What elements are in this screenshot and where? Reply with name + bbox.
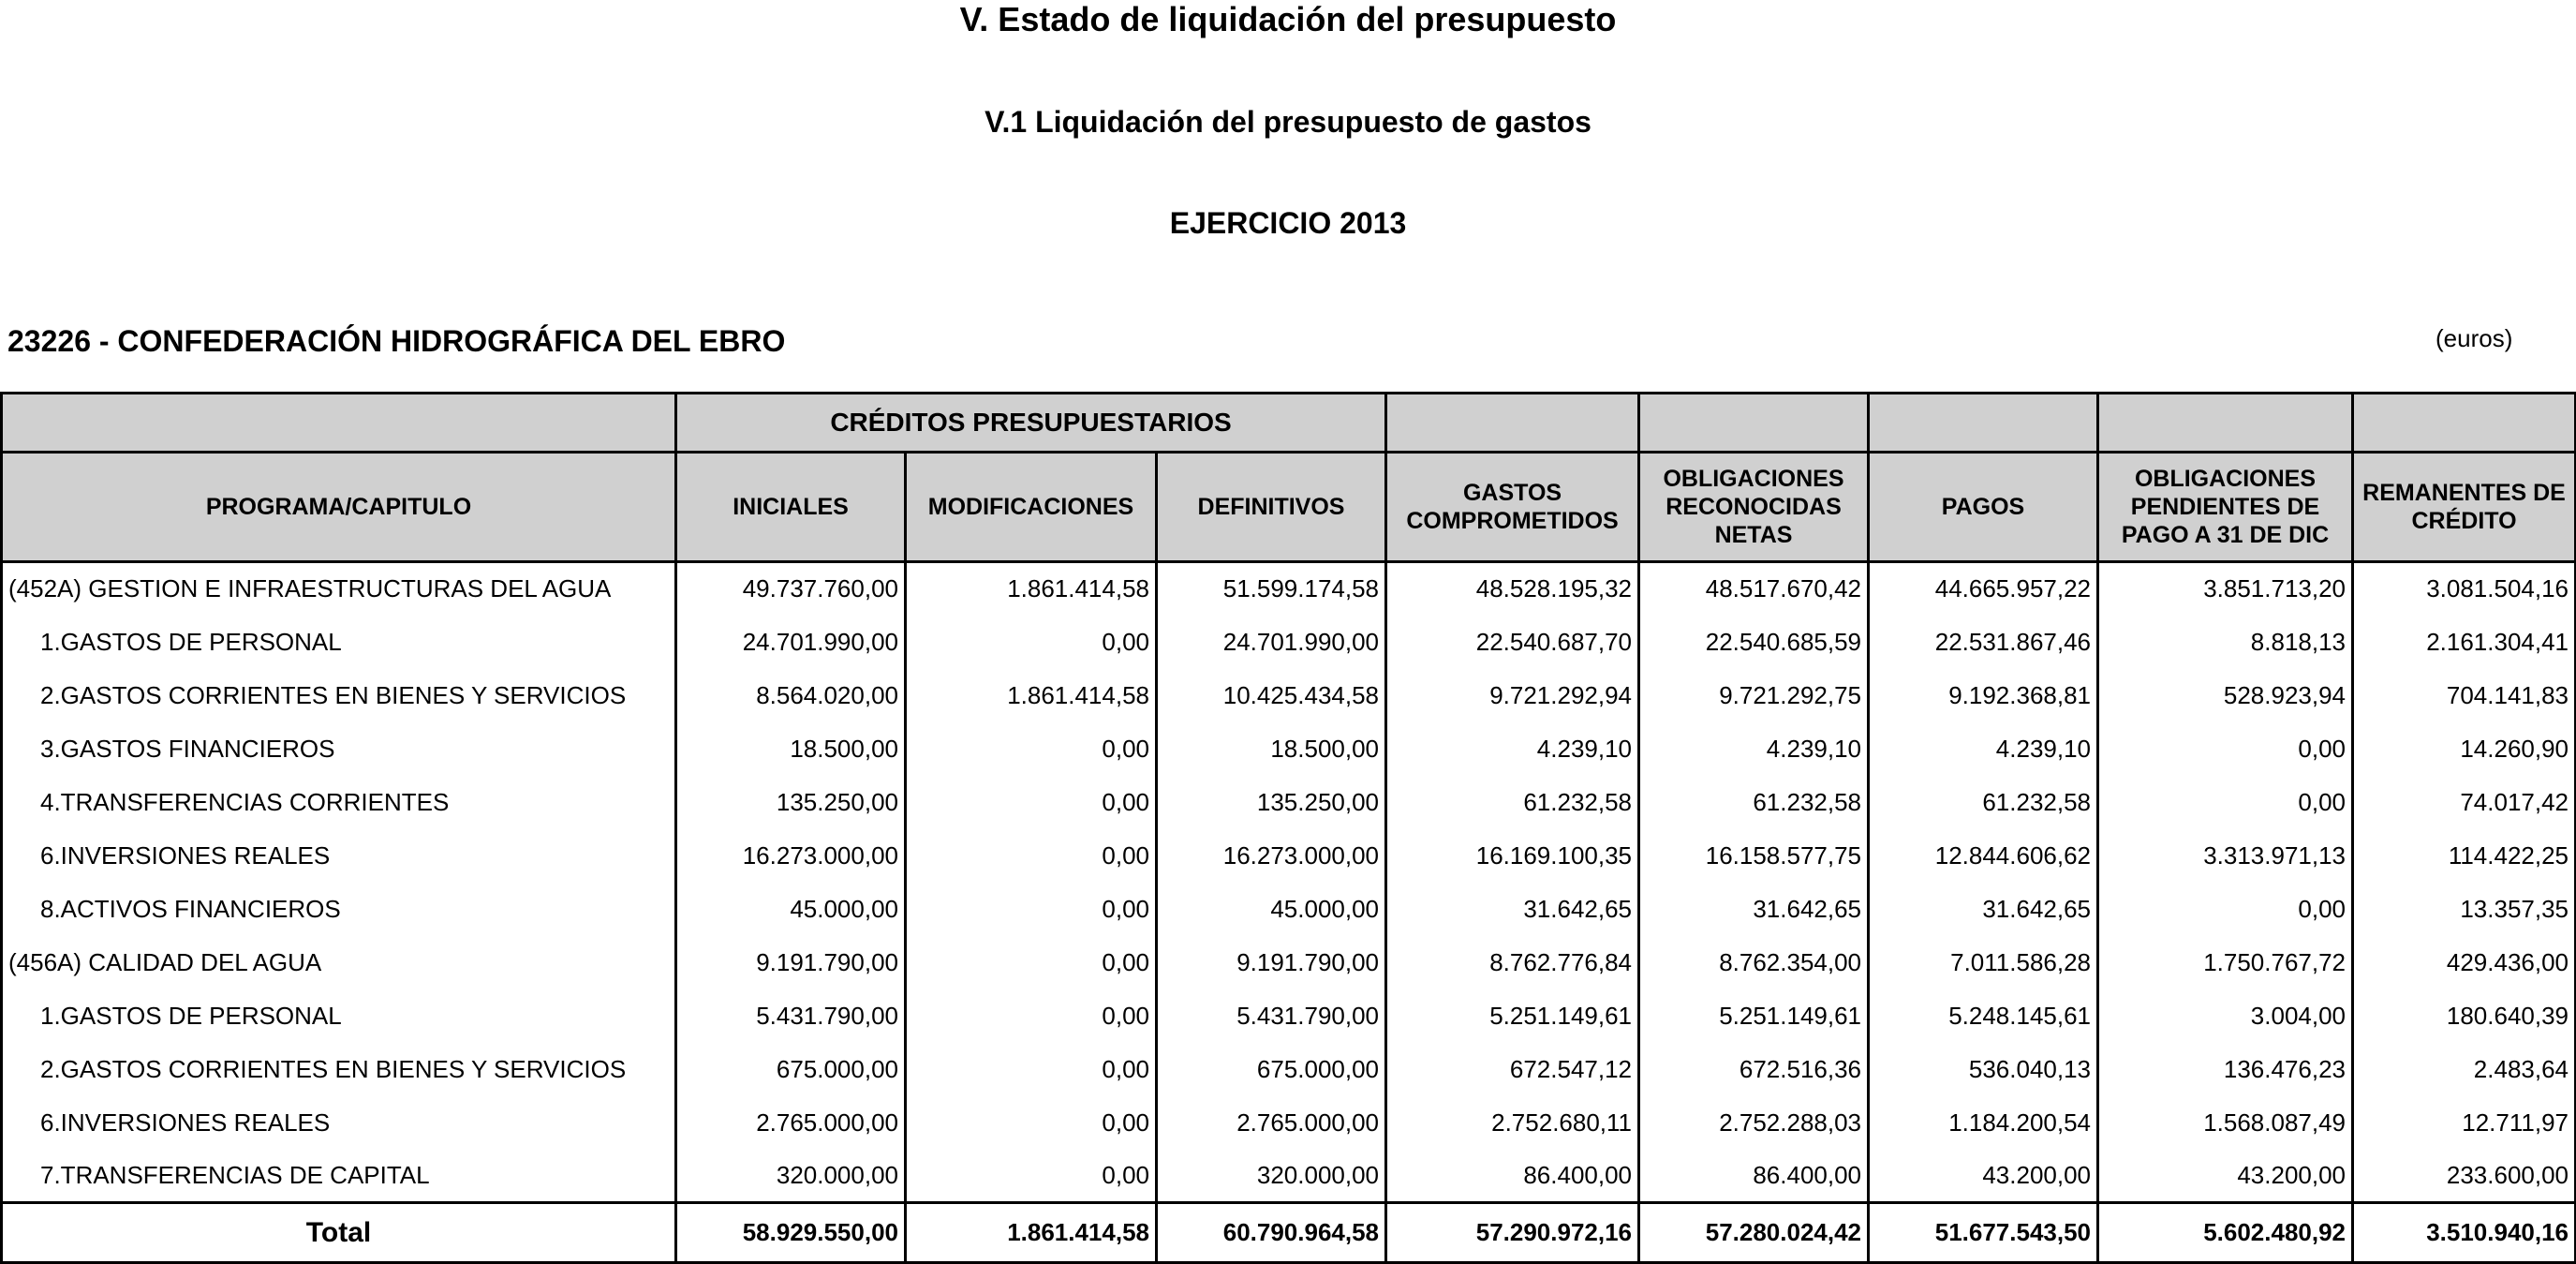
- table-row: [2, 616, 2576, 669]
- cell-value: 0,00: [906, 776, 1157, 829]
- chapter-label: 2.GASTOS CORRIENTES EN BIENES Y SERVICIOS: [2, 1043, 676, 1096]
- cell-value: 13.357,35: [2353, 883, 2576, 936]
- chapter-label: 1.GASTOS DE PERSONAL: [2, 616, 676, 669]
- cell-value: 3.004,00: [2098, 989, 2353, 1043]
- total-value: 1.861.414,58: [906, 1203, 1157, 1263]
- cell-value: 2.765.000,00: [676, 1096, 906, 1150]
- cell-value: 0,00: [2098, 776, 2353, 829]
- total-value: 57.280.024,42: [1639, 1203, 1869, 1263]
- cell-value: 4.239,10: [1869, 722, 2098, 776]
- cell-value: 9.721.292,75: [1639, 669, 1869, 722]
- table-row: [2, 936, 2576, 989]
- cell-value: 0,00: [906, 989, 1157, 1043]
- cell-value: 43.200,00: [1869, 1150, 2098, 1203]
- cell-value: 61.232,58: [1869, 776, 2098, 829]
- table-row: [2, 883, 2576, 936]
- group-header-empty: [1869, 394, 2098, 453]
- total-value: 58.929.550,00: [676, 1203, 906, 1263]
- cell-value: 9.191.790,00: [676, 936, 906, 989]
- cell-value: 1.861.414,58: [906, 669, 1157, 722]
- cell-value: 9.192.368,81: [1869, 669, 2098, 722]
- column-header-row: [2, 453, 2576, 562]
- cell-value: 24.701.990,00: [1157, 616, 1386, 669]
- cell-value: 16.273.000,00: [676, 829, 906, 883]
- column-header: PAGOS: [1869, 453, 2098, 562]
- table-row: [2, 562, 2576, 616]
- cell-value: 16.169.100,35: [1386, 829, 1639, 883]
- budget-table: [0, 392, 2576, 1264]
- cell-value: 320.000,00: [676, 1150, 906, 1203]
- cell-value: 24.701.990,00: [676, 616, 906, 669]
- cell-value: 320.000,00: [1157, 1150, 1386, 1203]
- cell-value: 31.642,65: [1386, 883, 1639, 936]
- cell-value: 22.531.867,46: [1869, 616, 2098, 669]
- cell-value: 18.500,00: [1157, 722, 1386, 776]
- cell-value: 672.516,36: [1639, 1043, 1869, 1096]
- cell-value: 18.500,00: [676, 722, 906, 776]
- cell-value: 48.528.195,32: [1386, 562, 1639, 616]
- table-row: [2, 1150, 2576, 1203]
- cell-value: 4.239,10: [1386, 722, 1639, 776]
- cell-value: 0,00: [906, 883, 1157, 936]
- cell-value: 136.476,23: [2098, 1043, 2353, 1096]
- cell-value: 16.158.577,75: [1639, 829, 1869, 883]
- cell-value: 0,00: [906, 1096, 1157, 1150]
- cell-value: 14.260,90: [2353, 722, 2576, 776]
- cell-value: 31.642,65: [1639, 883, 1869, 936]
- entity-name: 23226 - CONFEDERACIÓN HIDROGRÁFICA DEL EBRO: [7, 324, 786, 358]
- cell-value: 8.818,13: [2098, 616, 2353, 669]
- table-row: [2, 829, 2576, 883]
- total-value: 3.510.940,16: [2353, 1203, 2576, 1263]
- cell-value: 528.923,94: [2098, 669, 2353, 722]
- cell-value: 3.081.504,16: [2353, 562, 2576, 616]
- chapter-label: 6.INVERSIONES REALES: [2, 1096, 676, 1150]
- exercise-label: EJERCICIO 2013: [1169, 206, 1407, 240]
- column-header: DEFINITIVOS: [1157, 453, 1386, 562]
- cell-value: 45.000,00: [1157, 883, 1386, 936]
- cell-value: 10.425.434,58: [1157, 669, 1386, 722]
- group-header-empty: [2353, 394, 2576, 453]
- cell-value: 8.564.020,00: [676, 669, 906, 722]
- chapter-label: 8.ACTIVOS FINANCIEROS: [2, 883, 676, 936]
- group-header-empty: [1639, 394, 1869, 453]
- cell-value: 9.191.790,00: [1157, 936, 1386, 989]
- chapter-label: 2.GASTOS CORRIENTES EN BIENES Y SERVICIOS: [2, 669, 676, 722]
- cell-value: 5.248.145,61: [1869, 989, 2098, 1043]
- cell-value: 74.017,42: [2353, 776, 2576, 829]
- cell-value: 5.431.790,00: [676, 989, 906, 1043]
- total-value: 57.290.972,16: [1386, 1203, 1639, 1263]
- cell-value: 8.762.776,84: [1386, 936, 1639, 989]
- cell-value: 5.431.790,00: [1157, 989, 1386, 1043]
- table-row: [2, 722, 2576, 776]
- cell-value: 51.599.174,58: [1157, 562, 1386, 616]
- group-header-row: [2, 394, 2576, 453]
- cell-value: 675.000,00: [676, 1043, 906, 1096]
- chapter-label: 7.TRANSFERENCIAS DE CAPITAL: [2, 1150, 676, 1203]
- cell-value: 7.011.586,28: [1869, 936, 2098, 989]
- cell-value: 1.861.414,58: [906, 562, 1157, 616]
- chapter-label: 1.GASTOS DE PERSONAL: [2, 989, 676, 1043]
- cell-value: 61.232,58: [1639, 776, 1869, 829]
- cell-value: 49.737.760,00: [676, 562, 906, 616]
- cell-value: 114.422,25: [2353, 829, 2576, 883]
- column-header: OBLIGACIONES RECONOCIDAS NETAS: [1639, 453, 1869, 562]
- column-header: GASTOS COMPROMETIDOS: [1386, 453, 1639, 562]
- column-header: OBLIGACIONES PENDIENTES DE PAGO A 31 DE DIC: [2098, 453, 2353, 562]
- cell-value: 0,00: [906, 722, 1157, 776]
- cell-value: 0,00: [906, 829, 1157, 883]
- cell-value: 429.436,00: [2353, 936, 2576, 989]
- cell-value: 704.141,83: [2353, 669, 2576, 722]
- total-label: Total: [2, 1203, 676, 1263]
- cell-value: 44.665.957,22: [1869, 562, 2098, 616]
- cell-value: 1.750.767,72: [2098, 936, 2353, 989]
- cell-value: 0,00: [906, 936, 1157, 989]
- cell-value: 675.000,00: [1157, 1043, 1386, 1096]
- page-title: V. Estado de liquidación del presupuesto: [959, 0, 1617, 38]
- cell-value: 0,00: [906, 1043, 1157, 1096]
- cell-value: 0,00: [906, 616, 1157, 669]
- column-header: INICIALES: [676, 453, 906, 562]
- total-value: 51.677.543,50: [1869, 1203, 2098, 1263]
- cell-value: 12.844.606,62: [1869, 829, 2098, 883]
- chapter-label: 3.GASTOS FINANCIEROS: [2, 722, 676, 776]
- cell-value: 22.540.685,59: [1639, 616, 1869, 669]
- cell-value: 61.232,58: [1386, 776, 1639, 829]
- cell-value: 0,00: [2098, 883, 2353, 936]
- total-value: 5.602.480,92: [2098, 1203, 2353, 1263]
- cell-value: 45.000,00: [676, 883, 906, 936]
- chapter-label: 6.INVERSIONES REALES: [2, 829, 676, 883]
- column-header: MODIFICACIONES: [906, 453, 1157, 562]
- group-header-empty: [1386, 394, 1639, 453]
- page-subtitle: V.1 Liquidación del presupuesto de gastos: [985, 105, 1591, 139]
- table-row: [2, 989, 2576, 1043]
- cell-value: 22.540.687,70: [1386, 616, 1639, 669]
- group-header-empty: [2098, 394, 2353, 453]
- cell-value: 135.250,00: [1157, 776, 1386, 829]
- cell-value: 1.184.200,54: [1869, 1096, 2098, 1150]
- cell-value: 233.600,00: [2353, 1150, 2576, 1203]
- cell-value: 86.400,00: [1639, 1150, 1869, 1203]
- cell-value: 2.483,64: [2353, 1043, 2576, 1096]
- cell-value: 0,00: [2098, 722, 2353, 776]
- cell-value: 86.400,00: [1386, 1150, 1639, 1203]
- cell-value: 16.273.000,00: [1157, 829, 1386, 883]
- cell-value: 135.250,00: [676, 776, 906, 829]
- cell-value: 3.313.971,13: [2098, 829, 2353, 883]
- total-row: [2, 1203, 2576, 1263]
- group-header-creditos: CRÉDITOS PRESUPUESTARIOS: [676, 394, 1386, 453]
- cell-value: 672.547,12: [1386, 1043, 1639, 1096]
- table-row: [2, 669, 2576, 722]
- group-header-empty: [2, 394, 676, 453]
- table-row: [2, 1096, 2576, 1150]
- cell-value: 1.568.087,49: [2098, 1096, 2353, 1150]
- total-value: 60.790.964,58: [1157, 1203, 1386, 1263]
- chapter-label: 4.TRANSFERENCIAS CORRIENTES: [2, 776, 676, 829]
- table-row: [2, 776, 2576, 829]
- cell-value: 0,00: [906, 1150, 1157, 1203]
- table-row: [2, 1043, 2576, 1096]
- column-header: PROGRAMA/CAPITULO: [2, 453, 676, 562]
- cell-value: 31.642,65: [1869, 883, 2098, 936]
- cell-value: 536.040,13: [1869, 1043, 2098, 1096]
- cell-value: 2.752.288,03: [1639, 1096, 1869, 1150]
- cell-value: 2.752.680,11: [1386, 1096, 1639, 1150]
- units-label: (euros): [2435, 324, 2513, 352]
- cell-value: 2.765.000,00: [1157, 1096, 1386, 1150]
- cell-value: 2.161.304,41: [2353, 616, 2576, 669]
- cell-value: 48.517.670,42: [1639, 562, 1869, 616]
- program-label: (456A) CALIDAD DEL AGUA: [2, 936, 676, 989]
- cell-value: 4.239,10: [1639, 722, 1869, 776]
- cell-value: 43.200,00: [2098, 1150, 2353, 1203]
- cell-value: 5.251.149,61: [1639, 989, 1869, 1043]
- cell-value: 3.851.713,20: [2098, 562, 2353, 616]
- cell-value: 12.711,97: [2353, 1096, 2576, 1150]
- cell-value: 8.762.354,00: [1639, 936, 1869, 989]
- cell-value: 180.640,39: [2353, 989, 2576, 1043]
- program-label: (452A) GESTION E INFRAESTRUCTURAS DEL AGUA: [2, 562, 676, 616]
- cell-value: 5.251.149,61: [1386, 989, 1639, 1043]
- column-header: REMANENTES DE CRÉDITO: [2353, 453, 2576, 562]
- table-body: [2, 562, 2576, 1203]
- cell-value: 9.721.292,94: [1386, 669, 1639, 722]
